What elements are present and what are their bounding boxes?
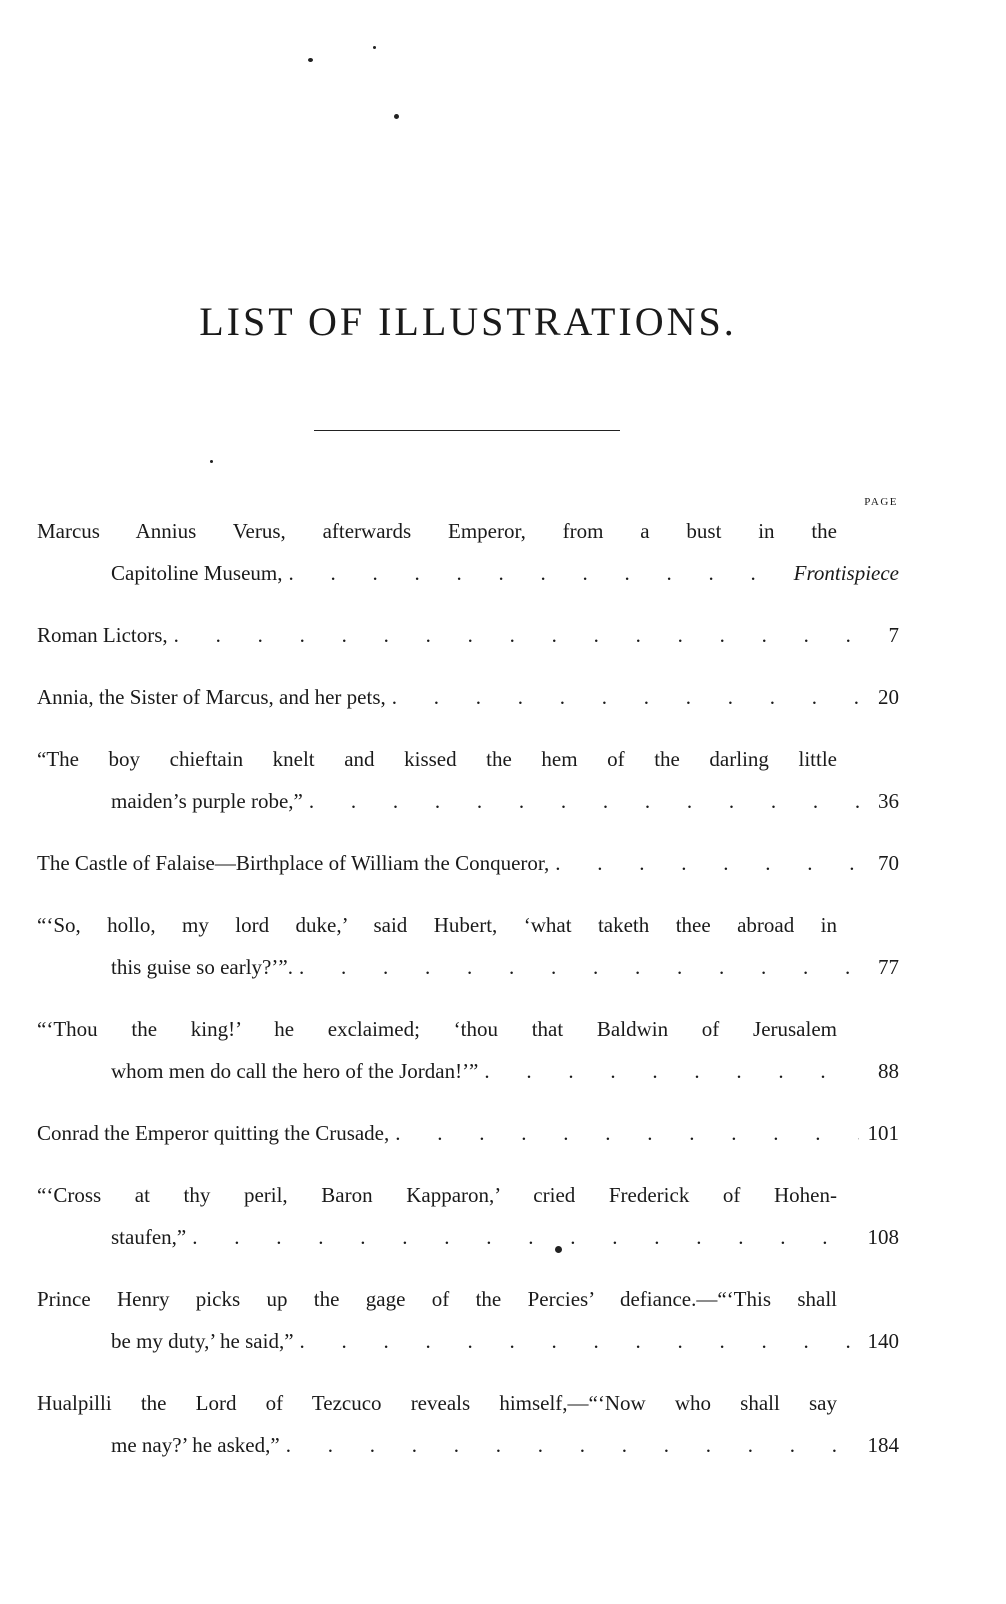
dot-leader bbox=[186, 1216, 859, 1258]
dot-leader bbox=[389, 1112, 859, 1154]
entry-first-line: “‘Cross at thy peril, Baron Kapparon,’ cried Frederick of Hohen- bbox=[37, 1183, 837, 1207]
entry-page: 108 bbox=[867, 1225, 899, 1249]
entry-page: 70 bbox=[878, 851, 899, 875]
scan-speck bbox=[394, 114, 399, 119]
dot-leader bbox=[478, 1050, 859, 1092]
list-item bbox=[37, 510, 899, 594]
entry-label: Annia, the Sister of Marcus, and her pets, bbox=[37, 685, 386, 709]
entry-label: whom men do call the hero of the Jordan!’” bbox=[111, 1059, 479, 1083]
entry-label: be my duty,’ he said,” bbox=[111, 1329, 294, 1353]
entry-label: this guise so early?’”. bbox=[111, 955, 293, 979]
entry-page: 101 bbox=[867, 1121, 899, 1145]
entry-first-line: “The boy chieftain knelt and kissed the hem of the darling little bbox=[37, 747, 837, 771]
dot-leader bbox=[386, 676, 859, 718]
list-item bbox=[37, 904, 899, 988]
list-item bbox=[37, 738, 899, 822]
dot-leader bbox=[280, 1424, 859, 1466]
entry-label: The Castle of Falaise—Birthplace of William the Conqueror, bbox=[37, 851, 550, 875]
scan-speck bbox=[308, 58, 313, 62]
entry-last-line bbox=[37, 1216, 899, 1258]
page-title: LIST OF ILLUSTRATIONS. bbox=[199, 299, 737, 344]
entry-page: Frontispiece bbox=[793, 561, 899, 585]
entry-label: maiden’s purple robe,” bbox=[111, 789, 303, 813]
illustrations-list bbox=[37, 510, 899, 1466]
entry-line bbox=[37, 842, 899, 884]
entry-first-line: Marcus Annius Verus, afterwards Emperor, from a bust in the bbox=[37, 519, 837, 543]
list-item bbox=[37, 1112, 899, 1154]
dot-leader bbox=[283, 552, 794, 594]
page-column-label: PAGE bbox=[864, 496, 898, 508]
entry-first-line: Prince Henry picks up the gage of the Percies’ defiance.—“‘This shall bbox=[37, 1287, 837, 1311]
entry-last-line bbox=[37, 1424, 899, 1466]
dot-leader bbox=[294, 1320, 859, 1362]
list-item bbox=[37, 1008, 899, 1092]
entry-page: 20 bbox=[878, 685, 899, 709]
entry-label: Roman Lictors, bbox=[37, 623, 168, 647]
scan-speck bbox=[210, 460, 213, 463]
entry-label: Capitoline Museum, bbox=[111, 561, 283, 585]
list-item bbox=[37, 676, 899, 718]
list-item bbox=[37, 614, 899, 656]
entry-last-line bbox=[37, 1320, 899, 1362]
title-rule bbox=[314, 430, 620, 431]
entry-last-line bbox=[37, 1050, 899, 1092]
entry-first-line: Hualpilli the Lord of Tezcuco reveals himself,—“‘Now who shall say bbox=[37, 1391, 837, 1415]
entry-label: staufen,” bbox=[111, 1225, 187, 1249]
entry-page: 36 bbox=[878, 789, 899, 813]
entry-first-line: “‘So, hollo, my lord duke,’ said Hubert, ‘what taketh thee abroad in bbox=[37, 913, 837, 937]
dot-leader bbox=[303, 780, 859, 822]
entry-last-line bbox=[37, 946, 899, 988]
entry-last-line bbox=[37, 780, 899, 822]
entry-page: 88 bbox=[878, 1059, 899, 1083]
list-item bbox=[37, 1382, 899, 1466]
entry-page: 140 bbox=[867, 1329, 899, 1353]
list-item bbox=[37, 1278, 899, 1362]
scan-speck bbox=[373, 46, 376, 49]
dot-leader bbox=[168, 614, 859, 656]
entry-label: Conrad the Emperor quitting the Crusade, bbox=[37, 1121, 390, 1145]
entry-page: 77 bbox=[878, 955, 899, 979]
dot-leader bbox=[549, 842, 859, 884]
entry-line bbox=[37, 676, 899, 718]
list-item bbox=[37, 842, 899, 884]
entry-label: me nay?’ he asked,” bbox=[111, 1433, 280, 1457]
entry-line bbox=[37, 614, 899, 656]
dot-leader bbox=[293, 946, 859, 988]
entry-page: 184 bbox=[867, 1433, 899, 1457]
entry-first-line: “‘Thou the king!’ he exclaimed; ‘thou that Baldwin of Jerusalem bbox=[37, 1017, 837, 1041]
entry-line bbox=[37, 1112, 899, 1154]
entry-page: 7 bbox=[888, 623, 899, 647]
entry-last-line bbox=[37, 552, 899, 594]
list-item bbox=[37, 1174, 899, 1258]
